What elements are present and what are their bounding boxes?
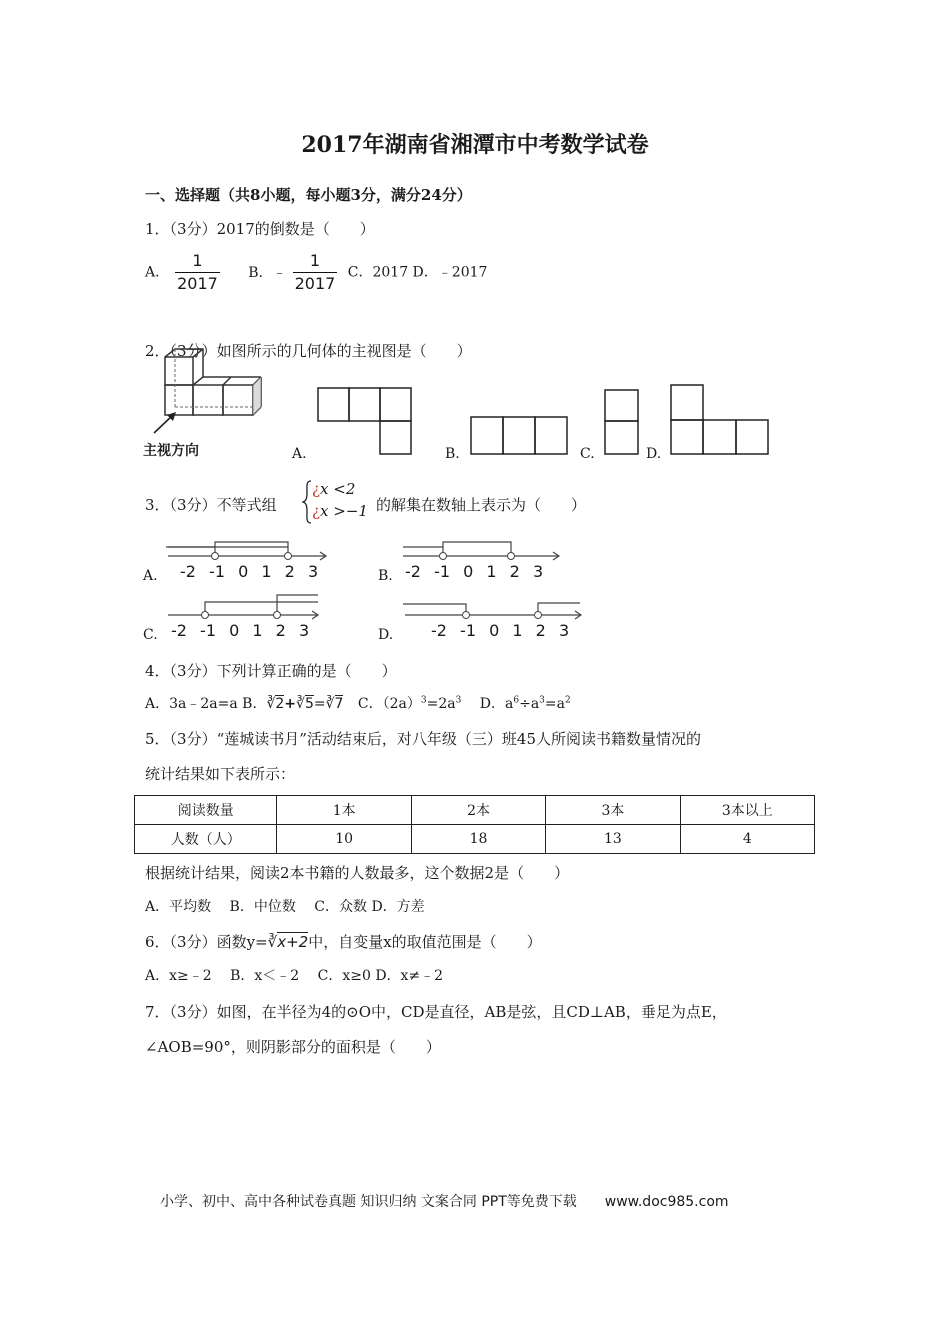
table-header-cell: 阅读数量 (135, 796, 277, 825)
q1-option-a-label: A． (145, 264, 170, 281)
q3a-ticks (180, 562, 318, 581)
q3-label-d: D. (378, 627, 394, 643)
q6-stem: 6．（3分）函数y=∛x+2中，自变量x的取值范围是（ ） (145, 933, 542, 951)
q6-stem-post: 中，自变量x的取值范围是（ ） (308, 933, 542, 951)
tick: 0 (463, 562, 474, 581)
q3-line1-text: x <2 (320, 480, 356, 498)
q4-option-a: A．3a﹣2a=a (145, 696, 238, 712)
q4-d-exp3: 2 (564, 695, 571, 706)
q6-options: A．x≥﹣2 B．x＜﹣2 C．x≥0 D．x≠﹣2 (145, 968, 444, 984)
q4-c-rest: =2a (426, 696, 456, 712)
q6-stem-pre: 6．（3分）函数y= (145, 933, 268, 951)
q1-stem: 1．（3分）2017的倒数是（ ） (145, 220, 375, 238)
q5-follow-up: 根据统计结果，阅读2本书籍的人数最多，这个数据2是（ ） (145, 864, 570, 882)
q4-c-exponent: 3 (420, 695, 427, 706)
tick: 3 (532, 562, 544, 581)
q2-label-a: A. (292, 446, 307, 462)
q4-c-exponent2: 3 (455, 695, 462, 706)
tick: -1 (209, 562, 225, 581)
q3-system-line2 (312, 502, 368, 520)
tick: -2 (171, 621, 187, 640)
tick: 3 (558, 621, 570, 640)
q3-inequality-system (302, 480, 384, 524)
q4-option-c: C．（2a） (357, 696, 421, 712)
q2-label-d: D. (646, 446, 662, 462)
table-header-cell: 2本 (411, 796, 545, 825)
q1-options (145, 250, 487, 295)
tick: -1 (460, 621, 476, 640)
q4-d-exp1: 6 (513, 695, 520, 706)
page-footer: 小学、初中、高中各种试卷真题 知识归纳 文案合同 PPT等免费下载 www.doc985.com (160, 1194, 729, 1210)
tick: -2 (431, 621, 447, 640)
tick: 2 (275, 621, 286, 640)
q2-answer-views (280, 380, 780, 460)
q4-option-b-label: B． (242, 696, 267, 712)
q3-line2-mark: ¿ (312, 502, 321, 520)
q4-d-eq: =a (544, 696, 565, 712)
q5-statistics-table (134, 795, 815, 854)
table-header-cell: 3本以上 (680, 796, 814, 825)
q1-option-a-fraction (175, 250, 220, 295)
q4-b-plus: + (284, 696, 297, 712)
q2-stem: 2．（3分）如图所示的几何体的主视图是（ ） (145, 342, 472, 360)
q4-b-eq: = (313, 696, 326, 712)
q5-stem-line1: 5．（3分）“莲城读书月”活动结束后，对八年级（三）班45人所阅读书籍数量情况的 (145, 730, 702, 748)
table-cell: 18 (411, 825, 545, 854)
q3-line1-mark: ¿ (312, 480, 321, 498)
tick: -2 (180, 562, 196, 581)
table-cell: 人数（人） (135, 825, 277, 854)
q3-system-line1 (312, 480, 355, 498)
q5-stem-line2: 统计结果如下表所示： (145, 765, 296, 783)
tick: -1 (434, 562, 450, 581)
q2-label-b: B. (445, 446, 460, 462)
q3-line2-text: x >−1 (320, 502, 368, 520)
q3c-ticks (171, 621, 309, 640)
table-cell: 10 (277, 825, 411, 854)
q4-stem: 4．（3分）下列计算正确的是（ ） (145, 662, 397, 680)
q4-b-radicand3: 7 (334, 696, 344, 712)
table-header-cell: 3本 (546, 796, 680, 825)
section-heading: 一、选择题（共8小题，每小题3分，满分24分） (145, 186, 472, 204)
q4-option-d: D．a (479, 696, 514, 712)
q1-a-denominator: 2017 (177, 274, 218, 293)
table-cell: 13 (546, 825, 680, 854)
q4-options: A．3a﹣2a=a B．∛2+∛5=∛7 C．$(2a)^3=2a^3$ D．$a^6\div a^3=a^2$ (145, 695, 571, 712)
q1-b-denominator: 2017 (294, 274, 336, 293)
q3b-ticks (405, 562, 543, 581)
page-title: 2017年湖南省湘潭市中考数学试卷 (301, 132, 649, 158)
table-row (135, 825, 815, 854)
table-cell: 4 (680, 825, 814, 854)
q4-b-radicand1: 2 (275, 696, 285, 712)
tick: 1 (252, 621, 263, 640)
tick: 0 (238, 562, 249, 581)
tick: -1 (200, 621, 216, 640)
q3-label-b: B. (378, 568, 393, 584)
q1-a-numerator: 1 (175, 250, 220, 273)
q2-label-c: C. (580, 446, 595, 462)
q3-label-c: C. (143, 627, 158, 643)
table-header-cell: 1本 (277, 796, 411, 825)
q7-stem-line2: ∠AOB=90°，则阴影部分的面积是（ ） (145, 1038, 441, 1056)
q1-option-cd: C．2017 D．﹣2017 (347, 264, 488, 281)
brace-icon (302, 480, 312, 524)
table-row (135, 796, 815, 825)
tick: 1 (486, 562, 497, 581)
q1-option-b-label: B．﹣ (248, 264, 287, 281)
q3-stem-post: 的解集在数轴上表示为（ ） (376, 496, 587, 514)
tick: 0 (489, 621, 500, 640)
q1-b-numerator: 1 (293, 250, 338, 273)
q4-d-mid: ÷a (519, 696, 540, 712)
tick: 1 (512, 621, 523, 640)
q7-stem-line1: 7．（3分）如图，在半径为4的⊙O中，CD是直径，AB是弦，且CD⊥AB，垂足为点E， (145, 1003, 727, 1021)
tick: 0 (229, 621, 240, 640)
q3d-ticks (431, 621, 569, 640)
q5-options: A．平均数 B．中位数 C．众数 D．方差 (145, 899, 425, 915)
tick: 3 (298, 621, 310, 640)
q6-radicand: x+2 (277, 933, 309, 951)
q3-label-a: A. (143, 568, 158, 584)
q2-view-direction-caption: 主视方向 (143, 443, 199, 459)
tick: 2 (509, 562, 520, 581)
tick: 1 (261, 562, 272, 581)
tick: -2 (405, 562, 421, 581)
q3-stem-pre: 3．（3分）不等式组 (145, 496, 277, 514)
q4-b-radicand2: 5 (304, 696, 314, 712)
q4-d-exp2: 3 (539, 695, 545, 706)
q1-option-b-fraction (293, 250, 338, 295)
tick: 2 (535, 621, 546, 640)
tick: 2 (284, 562, 295, 581)
tick: 3 (307, 562, 319, 581)
